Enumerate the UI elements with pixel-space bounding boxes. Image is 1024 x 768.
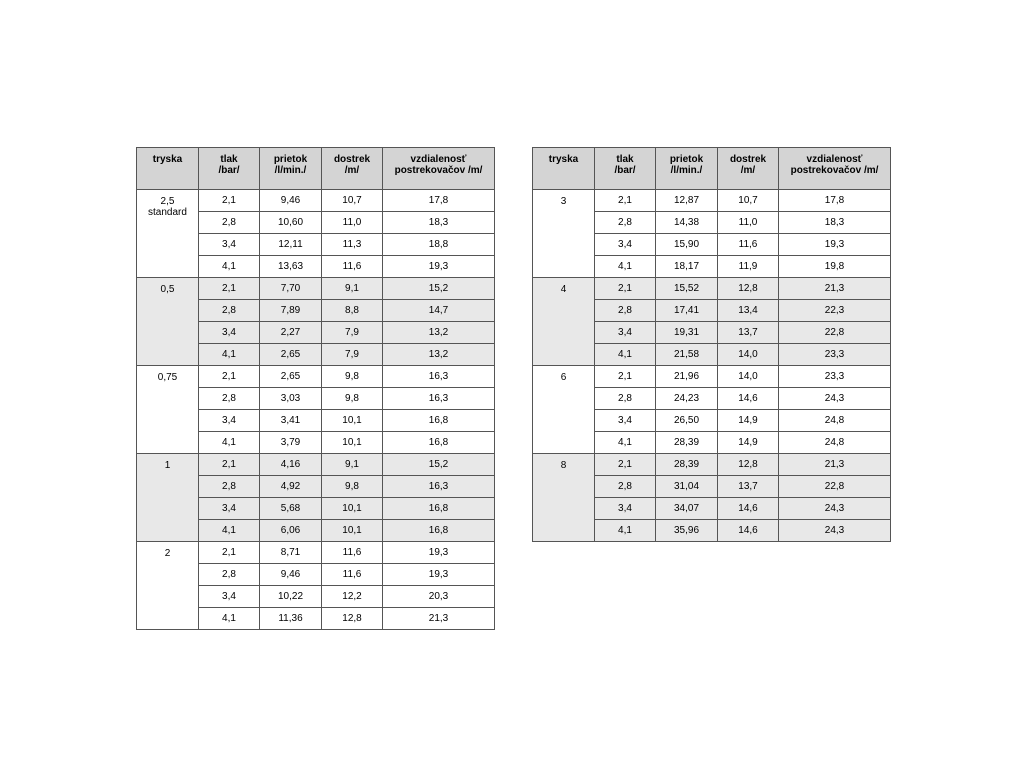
pressure-cell: 2,1 <box>595 278 656 300</box>
flow-cell: 15,52 <box>656 278 718 300</box>
nozzle-size: 0,5 <box>160 284 175 295</box>
flow-cell: 9,46 <box>260 190 322 212</box>
header-nozzle <box>137 148 199 190</box>
range-cell: 10,1 <box>322 520 383 542</box>
pressure-cell: 2,8 <box>595 388 656 410</box>
range-cell: 14,9 <box>718 410 779 432</box>
spacing-cell: 16,8 <box>383 520 495 542</box>
table-row <box>533 190 891 212</box>
header-pressure <box>199 148 260 190</box>
flow-cell: 3,41 <box>260 410 322 432</box>
range-cell: 11,6 <box>322 256 383 278</box>
pressure-cell: 3,4 <box>199 498 260 520</box>
range-cell: 14,9 <box>718 432 779 454</box>
header-range-label: dostrek <box>333 154 371 165</box>
flow-cell: 18,17 <box>656 256 718 278</box>
range-cell: 10,1 <box>322 498 383 520</box>
header-range-label: dostrek <box>729 154 767 165</box>
header-spacing-unit: postrekovačov /m/ <box>394 165 483 176</box>
header-pressure <box>595 148 656 190</box>
flow-cell: 4,16 <box>260 454 322 476</box>
pressure-cell: 4,1 <box>199 344 260 366</box>
flow-cell: 6,06 <box>260 520 322 542</box>
pressure-cell: 2,8 <box>199 564 260 586</box>
flow-cell: 21,96 <box>656 366 718 388</box>
spacing-cell: 18,3 <box>383 212 495 234</box>
spacing-cell: 14,7 <box>383 300 495 322</box>
range-cell: 9,1 <box>322 278 383 300</box>
header-flow-unit: /l/min./ <box>670 165 703 176</box>
header-range-unit: /m/ <box>740 165 756 176</box>
header-flow-label: prietok <box>273 154 308 165</box>
header-pressure-label: tlak <box>220 154 238 165</box>
flow-cell: 7,70 <box>260 278 322 300</box>
flow-cell: 26,50 <box>656 410 718 432</box>
range-cell: 10,1 <box>322 410 383 432</box>
flow-cell: 10,22 <box>260 586 322 608</box>
flow-cell: 3,79 <box>260 432 322 454</box>
pressure-cell: 2,8 <box>595 476 656 498</box>
spacing-cell: 16,8 <box>383 432 495 454</box>
spacing-cell: 20,3 <box>383 586 495 608</box>
nozzle-note: standard <box>148 207 187 218</box>
nozzle-size: 3 <box>560 196 567 207</box>
range-cell: 12,8 <box>718 454 779 476</box>
spacing-cell: 19,3 <box>383 256 495 278</box>
spacing-cell: 21,3 <box>383 608 495 630</box>
table-row <box>533 366 891 388</box>
spacing-cell: 24,8 <box>779 432 891 454</box>
nozzle-cell <box>533 366 595 454</box>
nozzle-size: 0,75 <box>157 372 178 383</box>
flow-cell: 12,11 <box>260 234 322 256</box>
flow-cell: 9,46 <box>260 564 322 586</box>
nozzle-cell <box>137 278 199 366</box>
spacing-cell: 15,2 <box>383 278 495 300</box>
flow-cell: 5,68 <box>260 498 322 520</box>
spacing-cell: 16,3 <box>383 366 495 388</box>
pressure-cell: 2,8 <box>199 212 260 234</box>
header-range <box>322 148 383 190</box>
range-cell: 9,8 <box>322 388 383 410</box>
flow-cell: 24,23 <box>656 388 718 410</box>
pressure-cell: 2,8 <box>199 388 260 410</box>
range-cell: 7,9 <box>322 344 383 366</box>
header-nozzle <box>533 148 595 190</box>
spacing-cell: 16,3 <box>383 476 495 498</box>
flow-cell: 14,38 <box>656 212 718 234</box>
flow-cell: 12,87 <box>656 190 718 212</box>
range-cell: 12,8 <box>718 278 779 300</box>
spacing-cell: 16,8 <box>383 498 495 520</box>
pressure-cell: 3,4 <box>595 498 656 520</box>
spacing-cell: 21,3 <box>779 278 891 300</box>
range-cell: 7,9 <box>322 322 383 344</box>
range-cell: 13,7 <box>718 322 779 344</box>
spacing-cell: 24,3 <box>779 388 891 410</box>
range-cell: 13,4 <box>718 300 779 322</box>
header-spacing-label: vzdialenosť <box>410 154 467 165</box>
nozzle-size: 6 <box>560 372 567 383</box>
spacing-cell: 19,3 <box>779 234 891 256</box>
pressure-cell: 2,1 <box>595 190 656 212</box>
pressure-cell: 3,4 <box>595 322 656 344</box>
range-cell: 11,0 <box>718 212 779 234</box>
spacing-cell: 13,2 <box>383 322 495 344</box>
nozzle-cell <box>533 454 595 542</box>
pressure-cell: 3,4 <box>199 322 260 344</box>
spacing-cell: 15,2 <box>383 454 495 476</box>
nozzle-size: 8 <box>560 460 567 471</box>
spacing-cell: 19,3 <box>383 542 495 564</box>
pressure-cell: 2,1 <box>199 366 260 388</box>
nozzle-size: 1 <box>164 460 171 471</box>
nozzle-cell <box>137 190 199 278</box>
header-pressure-unit: /bar/ <box>218 165 240 176</box>
flow-cell: 4,92 <box>260 476 322 498</box>
range-cell: 14,0 <box>718 344 779 366</box>
pressure-cell: 4,1 <box>199 256 260 278</box>
table-row <box>533 278 891 300</box>
flow-cell: 34,07 <box>656 498 718 520</box>
nozzle-cell <box>137 454 199 542</box>
flow-cell: 2,65 <box>260 344 322 366</box>
table-body <box>533 190 891 542</box>
range-cell: 11,6 <box>322 542 383 564</box>
nozzle-size: 4 <box>560 284 567 295</box>
range-cell: 9,8 <box>322 366 383 388</box>
spacing-cell: 19,3 <box>383 564 495 586</box>
pressure-cell: 2,1 <box>199 190 260 212</box>
pressure-cell: 4,1 <box>199 432 260 454</box>
spacing-cell: 22,3 <box>779 300 891 322</box>
pressure-cell: 4,1 <box>595 520 656 542</box>
spacing-cell: 16,8 <box>383 410 495 432</box>
pressure-cell: 3,4 <box>199 586 260 608</box>
table-row <box>137 454 495 476</box>
flow-cell: 28,39 <box>656 432 718 454</box>
nozzle-cell <box>533 190 595 278</box>
header-spacing <box>779 148 891 190</box>
spacing-cell: 24,3 <box>779 520 891 542</box>
spacing-cell: 17,8 <box>779 190 891 212</box>
pressure-cell: 2,8 <box>595 300 656 322</box>
pressure-cell: 4,1 <box>595 344 656 366</box>
table-row <box>137 278 495 300</box>
nozzle-cell <box>137 542 199 630</box>
flow-cell: 8,71 <box>260 542 322 564</box>
range-cell: 11,6 <box>322 564 383 586</box>
range-cell: 10,7 <box>718 190 779 212</box>
spacing-cell: 23,3 <box>779 366 891 388</box>
pressure-cell: 2,1 <box>199 542 260 564</box>
range-cell: 14,6 <box>718 388 779 410</box>
flow-cell: 2,27 <box>260 322 322 344</box>
nozzle-table-right <box>532 147 891 542</box>
range-cell: 12,8 <box>322 608 383 630</box>
nozzle-cell <box>137 366 199 454</box>
pressure-cell: 2,8 <box>595 212 656 234</box>
header-flow-label: prietok <box>669 154 704 165</box>
header-spacing <box>383 148 495 190</box>
pressure-cell: 3,4 <box>595 410 656 432</box>
pressure-cell: 2,1 <box>199 278 260 300</box>
range-cell: 11,6 <box>718 234 779 256</box>
pressure-cell: 4,1 <box>199 608 260 630</box>
pressure-cell: 3,4 <box>199 234 260 256</box>
pressure-cell: 2,1 <box>595 366 656 388</box>
table-row <box>137 366 495 388</box>
flow-cell: 19,31 <box>656 322 718 344</box>
flow-cell: 3,03 <box>260 388 322 410</box>
header-spacing-label: vzdialenosť <box>806 154 863 165</box>
table-body <box>137 190 495 630</box>
table-row <box>137 542 495 564</box>
pressure-cell: 3,4 <box>595 234 656 256</box>
spacing-cell: 21,3 <box>779 454 891 476</box>
table-header-row <box>533 148 891 190</box>
nozzle-table-left <box>136 147 495 630</box>
header-range <box>718 148 779 190</box>
spacing-cell: 17,8 <box>383 190 495 212</box>
header-pressure-unit: /bar/ <box>614 165 636 176</box>
flow-cell: 28,39 <box>656 454 718 476</box>
range-cell: 14,6 <box>718 520 779 542</box>
nozzle-size: 2 <box>164 548 171 559</box>
range-cell: 11,3 <box>322 234 383 256</box>
spacing-cell: 13,2 <box>383 344 495 366</box>
range-cell: 11,0 <box>322 212 383 234</box>
flow-cell: 17,41 <box>656 300 718 322</box>
header-spacing-unit: postrekovačov /m/ <box>790 165 879 176</box>
flow-cell: 7,89 <box>260 300 322 322</box>
header-flow-unit: /l/min./ <box>274 165 307 176</box>
header-range-unit: /m/ <box>344 165 360 176</box>
flow-cell: 2,65 <box>260 366 322 388</box>
nozzle-cell <box>533 278 595 366</box>
spacing-cell: 22,8 <box>779 322 891 344</box>
spacing-cell: 22,8 <box>779 476 891 498</box>
pressure-cell: 2,1 <box>595 454 656 476</box>
header-flow <box>260 148 322 190</box>
spacing-cell: 19,8 <box>779 256 891 278</box>
flow-cell: 35,96 <box>656 520 718 542</box>
header-nozzle-label: tryska <box>548 154 579 165</box>
table-row <box>533 454 891 476</box>
range-cell: 10,1 <box>322 432 383 454</box>
spacing-cell: 18,3 <box>779 212 891 234</box>
flow-cell: 10,60 <box>260 212 322 234</box>
range-cell: 8,8 <box>322 300 383 322</box>
flow-cell: 21,58 <box>656 344 718 366</box>
range-cell: 14,0 <box>718 366 779 388</box>
table-row <box>137 190 495 212</box>
pressure-cell: 2,1 <box>199 454 260 476</box>
flow-cell: 31,04 <box>656 476 718 498</box>
spacing-cell: 24,8 <box>779 410 891 432</box>
range-cell: 13,7 <box>718 476 779 498</box>
nozzle-size: 2,5 <box>160 196 175 207</box>
header-pressure-label: tlak <box>616 154 634 165</box>
header-flow <box>656 148 718 190</box>
pressure-cell: 2,8 <box>199 476 260 498</box>
flow-cell: 11,36 <box>260 608 322 630</box>
pressure-cell: 4,1 <box>199 520 260 542</box>
pressure-cell: 3,4 <box>199 410 260 432</box>
header-nozzle-label: tryska <box>152 154 183 165</box>
spacing-cell: 18,8 <box>383 234 495 256</box>
pressure-cell: 4,1 <box>595 256 656 278</box>
pressure-cell: 4,1 <box>595 432 656 454</box>
range-cell: 10,7 <box>322 190 383 212</box>
spacing-cell: 16,3 <box>383 388 495 410</box>
pressure-cell: 2,8 <box>199 300 260 322</box>
spacing-cell: 23,3 <box>779 344 891 366</box>
flow-cell: 13,63 <box>260 256 322 278</box>
range-cell: 9,8 <box>322 476 383 498</box>
range-cell: 11,9 <box>718 256 779 278</box>
range-cell: 9,1 <box>322 454 383 476</box>
table-header-row <box>137 148 495 190</box>
range-cell: 12,2 <box>322 586 383 608</box>
range-cell: 14,6 <box>718 498 779 520</box>
flow-cell: 15,90 <box>656 234 718 256</box>
spacing-cell: 24,3 <box>779 498 891 520</box>
